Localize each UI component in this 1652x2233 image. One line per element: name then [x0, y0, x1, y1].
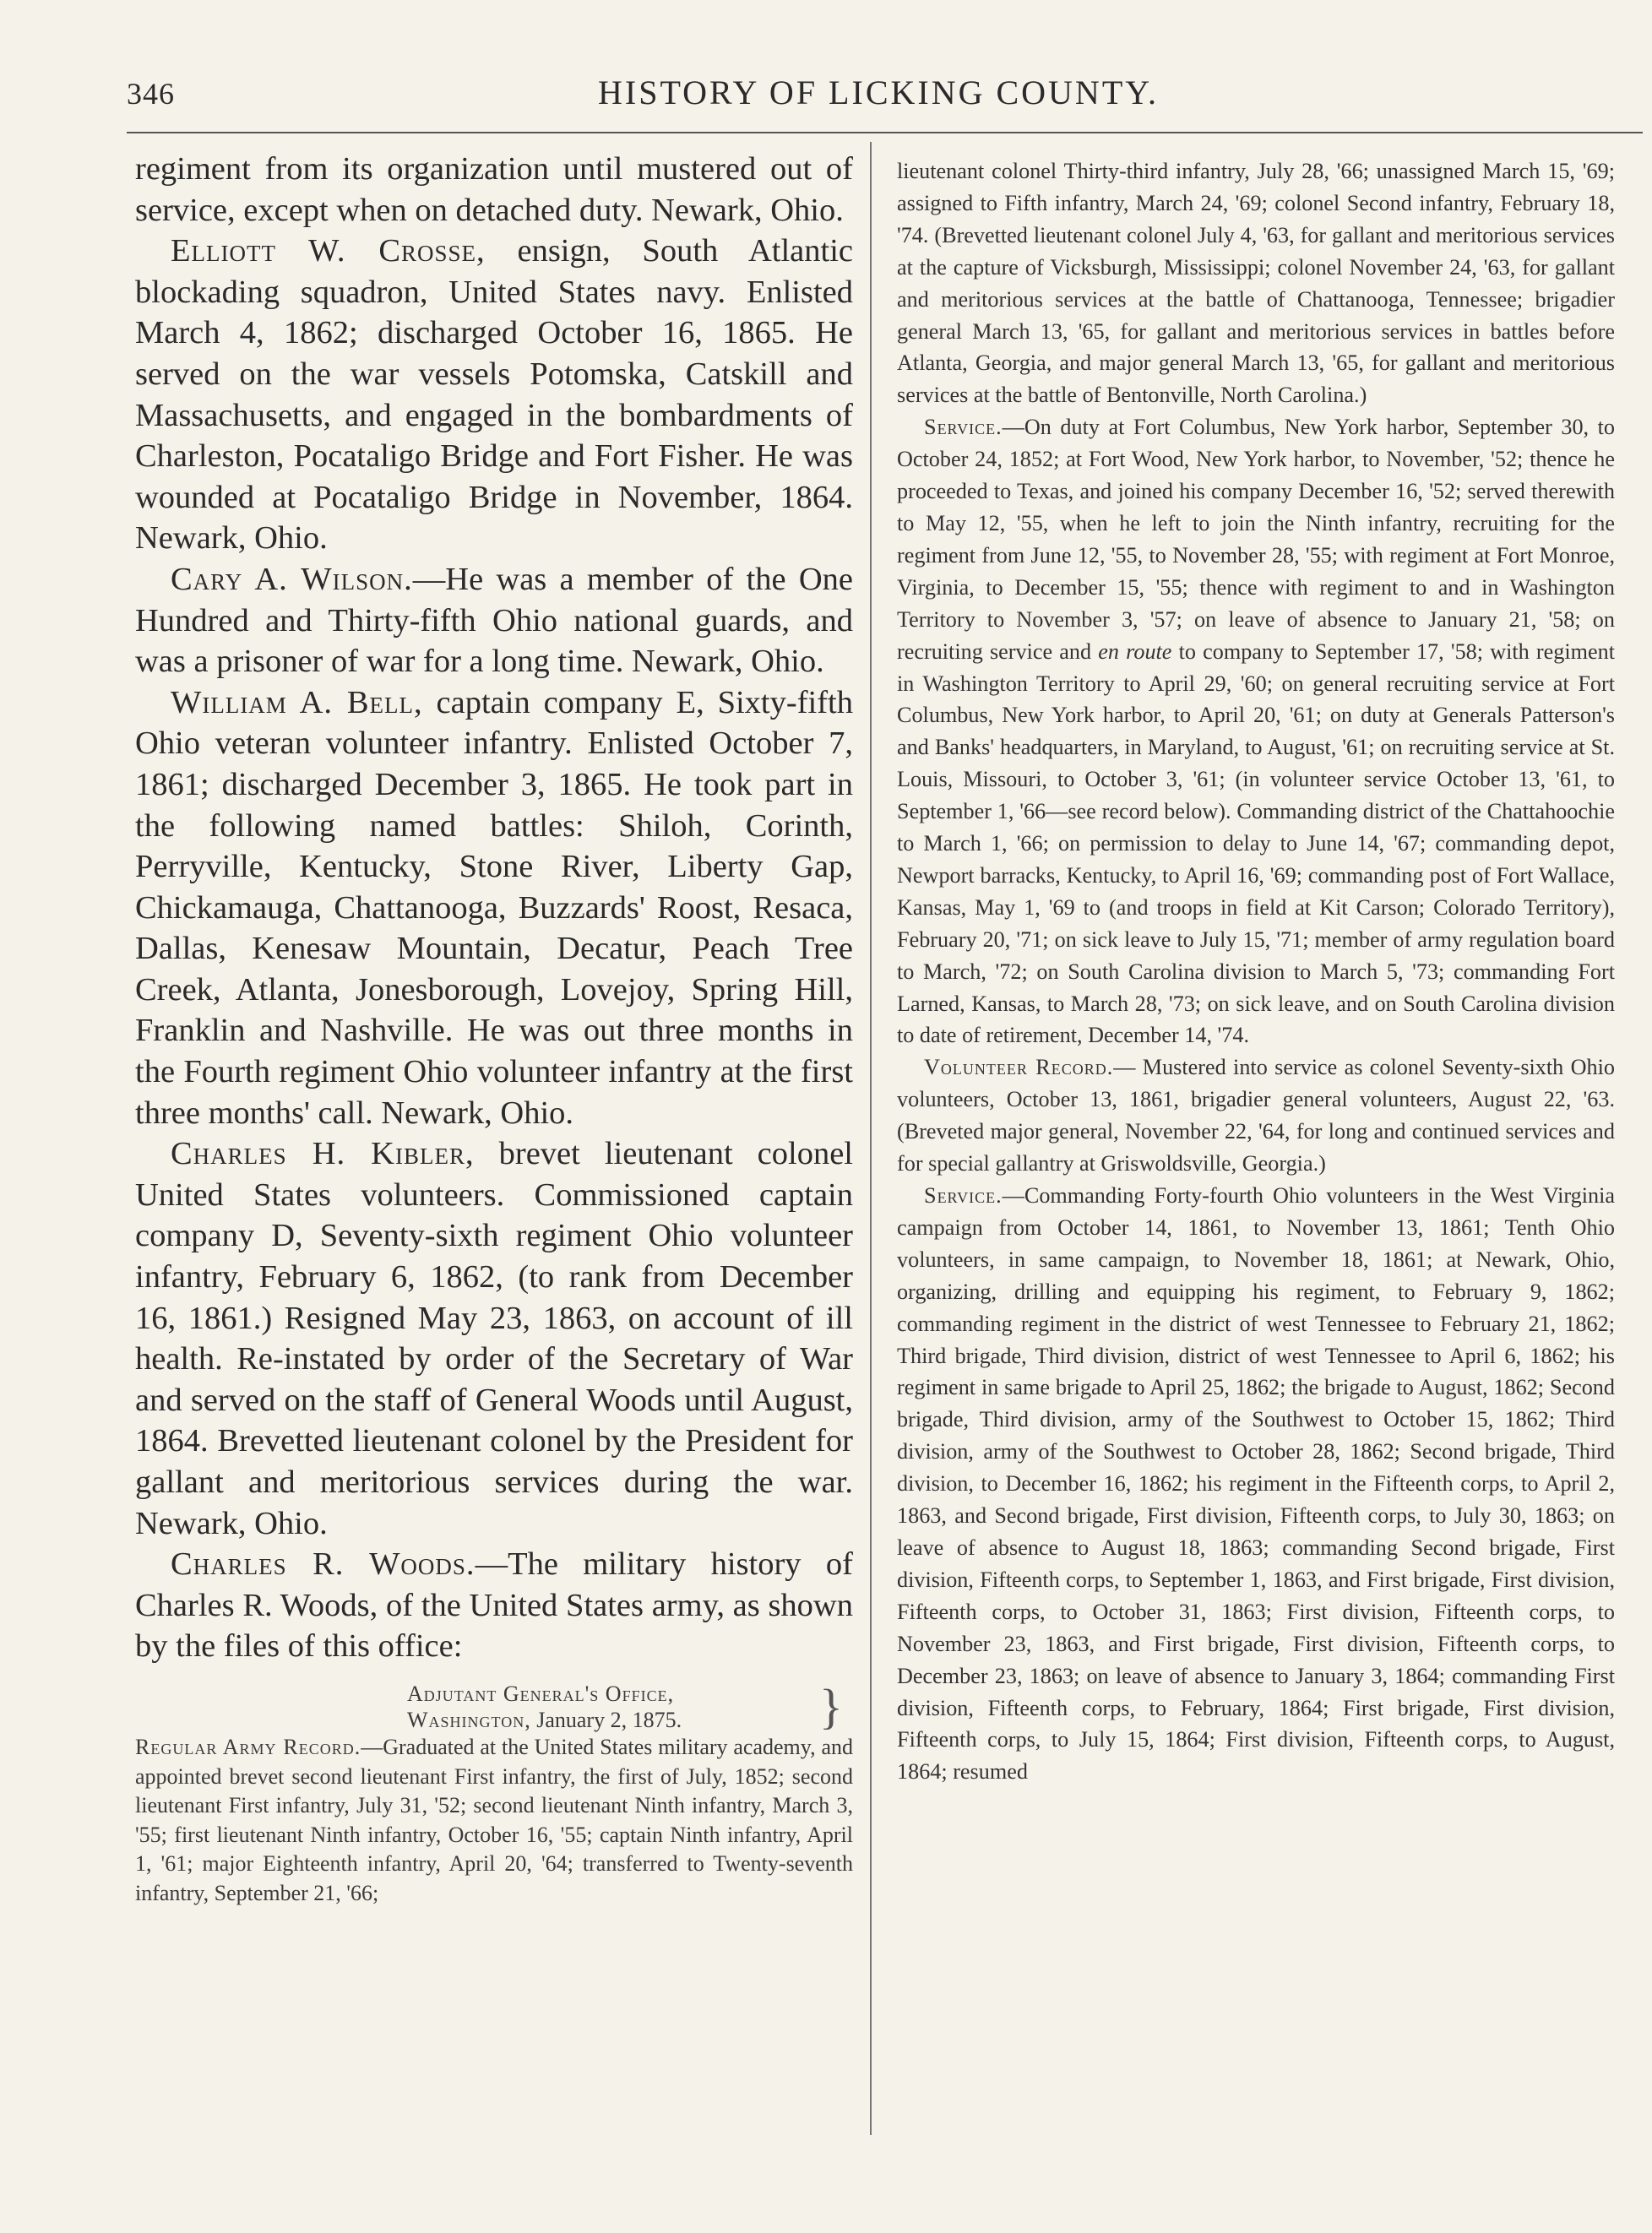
paragraph-regular-army-continuation: lieutenant colonel Thirty-third infantry, July 28, '66; unassigned March 15, '69; assigned to Fifth infantry, March 24, '69; colonel Second infantry, February 18, '74. (Brevetted lieutenant colonel July 4, '63, for gallant and meritorious services at the capture of Vicksburgh, Mississippi; colonel November 24, '63, for gallant and meritorious services at the battle of Chattanooga, Tennessee; brigadier general March 13, '65, for gallant and meritorious services in battles before Atlanta, Georgia, and major general March 13, '65, for gallant and meritorious services at the battle of Bentonville, North Carolina.): [897, 159, 1615, 408]
right-column: [897, 155, 1615, 1788]
running-title: HISTORY OF LICKING COUNTY.: [598, 73, 1159, 111]
paragraph-bell: [135, 682, 853, 1134]
paragraph-regular-army-record: [135, 1733, 853, 1909]
address-line-office: Adjutant General's Office,: [407, 1681, 675, 1706]
paragraph-service-regular: [897, 411, 1615, 1051]
column-divider: [870, 142, 872, 2135]
person-name: Elliott W. Crosse,: [171, 233, 486, 269]
left-column: [135, 149, 853, 1909]
paragraph-text: — Mustered into service as colonel Seventy-sixth Ohio volunteers, October 13, 1861, brigadier general volunteers, August 22, '63. (Breveted major general, November 22, '64, for long and continued services and for special gallantry at Griswoldsville, Georgia.): [897, 1055, 1615, 1176]
record-label: Regular Army Record.: [135, 1734, 361, 1759]
paragraph-text: —Graduated at the United States military academy, and appointed brevet second lieutenant First infantry, the first of July, 1852; second lieutenant First infantry, July 31, '52; second lieutenant Ninth infantry, March 3, '55; first lieutenant Ninth infantry, October 16, '55; captain Ninth infantry, April 1, '61; major Eighteenth infantry, April 20, '64; transferred to Twenty-seventh infantry, September 21, '66;: [135, 1734, 853, 1905]
paragraph-service-volunteer: [897, 1180, 1615, 1788]
person-name: William A. Bell,: [171, 684, 423, 720]
person-name: Charles R. Woods.: [171, 1546, 475, 1583]
paragraph-volunteer-record: [897, 1051, 1615, 1180]
paragraph-regiment-continuation: regiment from its organization until mustered out of service, except when on detached duty. Newark, Ohio.: [135, 151, 853, 228]
paragraph-text: —He was a member of the One Hundred and Thirty-fifth Ohio national guards, and was a prisoner of war for a long time. Newark, Ohio.: [135, 561, 853, 680]
letter-address-block: [135, 1678, 853, 1734]
record-label: Service.: [924, 1183, 1003, 1208]
paragraph-text: brevet lieutenant colonel United States volunteers. Commissioned captain company D, Seventy-sixth regiment Ohio volunteer infantry, February 6, 1862, (to rank from December 16, 1861.) Resigned May 23, 1863, on account of ill health. Re-instated by order of the Secretary of War and served on the staff of General Woods until August, 1864. Brevetted lieutenant colonel by the President for gallant and meritorious services during the war. Newark, Ohio.: [135, 1136, 853, 1541]
paragraph-wilson: [135, 559, 853, 682]
paragraph-text: captain company E, Sixty-fifth Ohio veteran volunteer infantry. Enlisted October 7, 1861; discharged December 3, 1865. He took part in the following named battles: Shiloh, Corinth, Perryville, Kentucky, Stone River, Liberty Gap, Chickamauga, Chattanooga, Buzzards' Roost, Resaca, Dallas, Kenesaw Mountain, Decatur, Peach Tree Creek, Atlanta, Jonesborough, Lovejoy, Spring Hill, Franklin and Nashville. He was out three months in the Fourth regiment Ohio volunteer infantry at the first three months' call. Newark, Ohio.: [135, 684, 853, 1131]
brace-glyph: }: [819, 1678, 843, 1734]
page-number: 346: [127, 77, 175, 111]
paragraph-text: ensign, South Atlantic blockading squadron, United States navy. Enlisted March 4, 1862; discharged October 16, 1865. He served on the war vessels Potomska, Catskill and Massachusetts, and engaged in the bombardments of Charleston, Pocataligo Bridge and Fort Fisher. He was wounded at Pocataligo Bridge in November, 1864. Newark, Ohio.: [135, 233, 853, 557]
page-header: [127, 69, 1630, 117]
paragraph-text: —On duty at Fort Columbus, New York harbor, September 30, to October 24, 1852; at Fort Wood, New York harbor, to November, '52; thence he proceeded to Texas, and joined his company December 16, '52; served therewith to May 12, '55, when he left to join the Ninth infantry, recruiting for the regiment from June 12, '55, to November 28, '55; with regiment at Fort Monroe, Virginia, to December 15, '55; thence with regiment to and in Washington Territory to November 3, '57; on leave of absence to January 21, '58; on recruiting service and: [897, 415, 1615, 664]
paragraph-woods: [135, 1544, 853, 1667]
paragraph-text: —Commanding Forty-fourth Ohio volunteers in the West Virginia campaign from October 14, 1861, to November 13, 1861; Tenth Ohio volunteers, in same campaign, to November 18, 1861; at Newark, Ohio, organizing, drilling and equipping his regiment, to February 9, 1862; commanding regiment in the district of west Tennessee to February 21, 1862; Third brigade, Third division, district of west Tennessee to April 6, 1862; his regiment in same brigade to April 25, 1862; the brigade to August, 1862; Second brigade, Third division, army of the Southwest to October 15, 1862; Third division, army of the Southwest to October 28, 1862; Second brigade, Third division, to December 16, 1862; his regiment in the Fifteenth corps, to April 2, 1863, and Second brigade, First division, Fifteenth corps, to July 30, 1863; on leave of absence to August 18, 1863; commanding Second brigade, First division, Fifteenth corps, to September 1, 1863, and First brigade, First division, Fifteenth corps, to October 31, 1863; First division, Fifteenth corps, to November 23, 1863, and First brigade, First division, Fifteenth corps, to December 23, 1863; on leave of absence to January 3, 1864; commanding First division, Fifteenth corps, to February, 1864; First brigade, First division, Fifteenth corps, to July 15, 1864; First division, Fifteenth corps, to August, 1864; resumed: [897, 1183, 1615, 1785]
paragraph-text: to company to September 17, '58; with regiment in Washington Territory to April 29, '60; on general recruiting service at Fort Columbus, New York harbor, to April 20, '61; on duty at Generals Patterson's and Banks' headquarters, in Maryland, to August, '61; on recruiting service at St. Louis, Missouri, to October 3, '61; (in volunteer service October 13, '61, to September 1, '66—see record below). Commanding district of the Chattahoochie to March 1, '66; on permission to delay to June 14, '67; commanding depot, Newport barracks, Kentucky, to April 16, '69; commanding post of Fort Wallace, Kansas, May 1, '69 to (and troops in field at Kit Carson; Colorado Territory), February 20, '71; on sick leave to July 15, '71; member of army regulation board to March, '72; on South Carolina division to March 5, '73; commanding Fort Larned, Kansas, to March 28, '73; on sick leave, and on South Carolina division to date of retirement, December 14, '74.: [897, 638, 1615, 1048]
person-name: Cary A. Wilson.: [171, 561, 413, 597]
paragraph-kibler: [135, 1133, 853, 1544]
record-label: Service.: [924, 415, 1003, 440]
address-date: January 2, 1875.: [530, 1707, 682, 1732]
address-city: Washington,: [407, 1707, 531, 1732]
paragraph-text: —The military history of Charles R. Woods, of the United States army, as shown by the files of this office:: [135, 1546, 853, 1665]
person-name: Charles H. Kibler,: [171, 1136, 475, 1172]
paragraph-crosse: [135, 231, 853, 559]
italic-phrase: en route: [1098, 638, 1172, 664]
address-line-date: [407, 1707, 853, 1733]
header-rule: [127, 132, 1643, 133]
record-label: Volunteer Record.: [924, 1055, 1114, 1080]
